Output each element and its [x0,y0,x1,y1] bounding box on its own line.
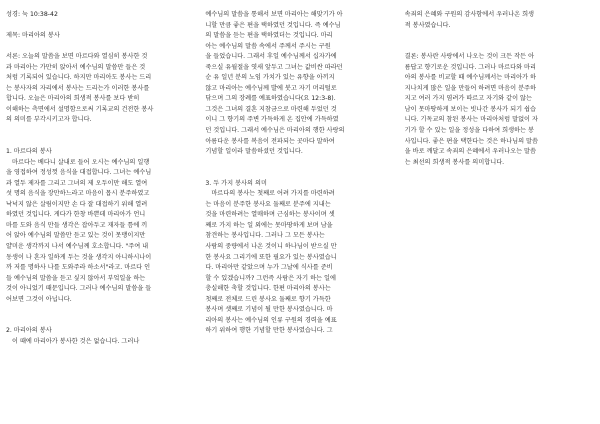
text-line: 사입니다. 좋은 편을 택한다는 것은 하나님의 말씀 [404,137,538,145]
text-line: 순 유 일년 분의 노임 가치가 있는 유향을 아끼지 [205,74,335,82]
conclusion-paragraph [405,52,594,168]
text-line: 것이 아니었기 때문입니다. 그러나 예수님의 말씀을 들 [6,285,152,293]
text-line: 얄미운 생각까지 나서 예수님께 호소합니다. "주여 내 [6,243,149,251]
column-3-paragraph [405,10,594,31]
text-line: 다. 마리아만 같았으며 누가 그날에 식사를 준비 [205,264,333,272]
text-line: 아는 예수님의 말씀 속에서 주께서 주시는 구원 [205,42,331,50]
text-line: 는 최선의 희생적 봉사를 의미합니다. [404,158,505,166]
text-line: 예수님의 말씀을 통해서 보면 마리아는 해맞기가 아 [205,11,343,18]
text-line: 낙넉지 않은 살림이지만 손 다 잘 대접하기 위해 열려 [6,200,148,208]
text-line: 마르다는 베다니 살내로 들어 오시는 예수님의 일행 [12,158,150,166]
text-line: 들 예수님의 말씀을 듣고 싶지 않아서 부엌일을 하는 [6,274,146,282]
text-line: 과 마리아는 가만히 앉아서 예수님의 말씀만 들은 것 [6,63,146,71]
section-3-paragraph [205,189,394,337]
section-2-paragraph [6,337,195,348]
text-line: 아의 봉사를 비교할 때 예수님께서는 마리아가 하 [404,74,536,82]
text-line: 섯 명의 음식을 장만하느라고 마음이 몹시 분주하였고 [6,190,150,198]
column-2-paragraph [205,10,394,158]
text-line: 기가 할 수 있는 일을 정성을 다하여 희생하는 봉 [404,127,534,135]
text-line: 까 저를 명하사 나를 도와주라 하소서"라고. 마르다 인 [6,264,151,272]
text-line: 첫째로 전체로 드린 봉사요 둘째로 향기 가득한 [205,295,331,303]
text-line: 사람의 중량에서 나온 것이니 하나님이 받으실 만 [205,243,337,251]
text-line: 결론: 봉사란 사랑에서 나오는 것이 크든 작든 아 [404,53,535,61]
text-line: 는 봉사자의 자리에서 봉사는 드리는가 이러한 봉사를 [6,84,150,92]
text-line: 이니 그 향기의 주변 가득하게 온 집안에 가득하였 [205,116,339,124]
section-2-title: 2. 마리아의 봉사 [6,327,52,335]
column-2 [205,10,394,424]
section-3-title: 3. 두 가지 봉사의 의미 [205,179,267,187]
text-line: 할 수 있겠습니까? 그런즉 사람은 자기 하는 일에 [205,274,336,282]
text-line: 남이 못마땅하게 보이는 빗나간 봉사가 되기 쉽습 [404,105,536,113]
text-line: 을 영접하여 정성껏 음식을 대접합니다. 그녀는 예수님 [6,169,152,177]
text-line: 참견하는 봉사입니다. 그러나 그 모든 봉사는 [205,232,325,240]
text-line: 적 봉사였습니다. [404,21,451,29]
intro-paragraph [6,52,195,126]
text-line: 름답고 향기로운 것입니다. 그러나 마르다와 마리 [404,63,536,71]
text-line: 째로 가지 하는 일 외에는 못마땅하게 보며 남을 [205,221,333,229]
sermon-title: 제목: 마리아의 봉사 [6,32,60,40]
text-line: 이해하는 측면에서 설명함으로써 기록교의 건전한 봉사 [6,105,154,113]
text-line: 한 봉사요 그리기에 또한 필요가 있는 봉사였습니 [205,253,337,261]
text-line: 이 때에 마리아가 봉사한 것은 없습니다. 그러나 [12,337,140,345]
text-line: 충실해한 축할 것입니다. 한편 마리아의 봉사는 [205,285,331,293]
text-line: 동생이 나 혼자 일하게 두는 것을 생각지 아니하시나이 [6,253,152,261]
section-1-paragraph [6,158,195,306]
text-line: 서론: 오늘의 말씀을 보면 마르다와 열심히 봉사한 것 [6,53,148,61]
text-line: 마르다의 봉사는 첫째로 어려 가지를 마련하려 [211,190,335,198]
text-line: 속죄의 은혜와 구원의 감사함에서 우러나온 희생 [404,11,535,18]
column-1 [6,10,195,424]
text-line: 그것은 그녀의 결혼 지참금으로 마련해 두었던 것 [205,105,337,113]
text-line: 어 앉아 예수님의 말씀만 듣고 있는 것이 못맹이지만 [6,232,146,240]
text-line: 는 마음이 분주한 봉사요 둘째로 분주에 지내는 [205,200,331,208]
text-line: 죽으실 유월절을 엿새 앞두고 그녀는 값비싼 따라던 [205,63,343,71]
text-line: 지나치게 많은 일을 만들어 하려면 마음이 분주하 [404,84,536,92]
text-line: 을 바로 깨달고 속죄의 은혜에서 우러나오는 말씀 [404,148,536,156]
text-line: 것을 마련하려는 열매하며 근심하는 봉사이며 셋 [205,211,335,219]
section-1-title: 1. 마르다의 봉사 [6,148,52,156]
text-line: 리아의 봉사는 예수님의 인류 구원의 경력을 예표 [205,316,337,324]
text-line: 을 들었습니다. 그래서 후일 예수님께서 십자가에 [205,53,337,61]
text-line: 처럼 기록되어 있습니다. 하지만 마리아도 봉사는 드리 [6,74,152,82]
text-line: 닦으며 그의 장례를 예표하였습니다(요 12:3-8). [205,95,336,103]
text-line: 않고 마리아는 예수님께 발에 붓고 자기 머리털로 [205,84,337,92]
text-line: 기념할 일이라 말씀하셨던 것입니다. [205,148,303,156]
text-line: 의 말씀을 듣는 편을 택하였더는 것입니다. 마리 [205,32,333,40]
text-line: 던 것입니다. 그래서 예수님은 마리아의 행한 사랑의 [205,127,345,135]
text-line: 봉사며 셋째로 기념이 될 만한 봉사였습니다. 마 [205,306,333,314]
column-3 [405,10,594,424]
text-line: 합니다. 오늘은 마리아의 희생적 봉사를 보다 받히 [6,95,140,103]
text-line: 하였던 것입니다. 게다가 한창 바쁜데 마리아가 언니 [6,211,146,219]
text-line: 니다. 기독교의 참된 봉사는 마리아처럼 말없이 자 [404,116,538,124]
text-line: 어보면 그것이 아닙니다. [6,295,72,303]
text-line: 아름다운 봉사를 복음이 전파되는 곳마다 말하여 [205,137,335,145]
scripture-reference: 성경: 눅 10:38-42 [6,11,58,18]
text-line: 하기 위하여 행한 기념할 만한 봉사였습니다. 그 [205,327,333,335]
text-line: 의 의미를 부각시키고자 합니다. [6,116,92,124]
text-line: 지고 여러 가지 염려가 따르고 자기와 같이 않는 [404,95,532,103]
text-line: 니할 만큼 좋은 편을 택하였던 것입니다. 즉 예수님 [205,21,341,29]
text-line: 마를 도와 음식 만들 생각은 잡아두고 재자들 틈에 끼 [6,221,148,229]
text-line: 과 열두 제자를 그리고 그녀의 제 오두이만 해도 열여 [6,179,148,187]
